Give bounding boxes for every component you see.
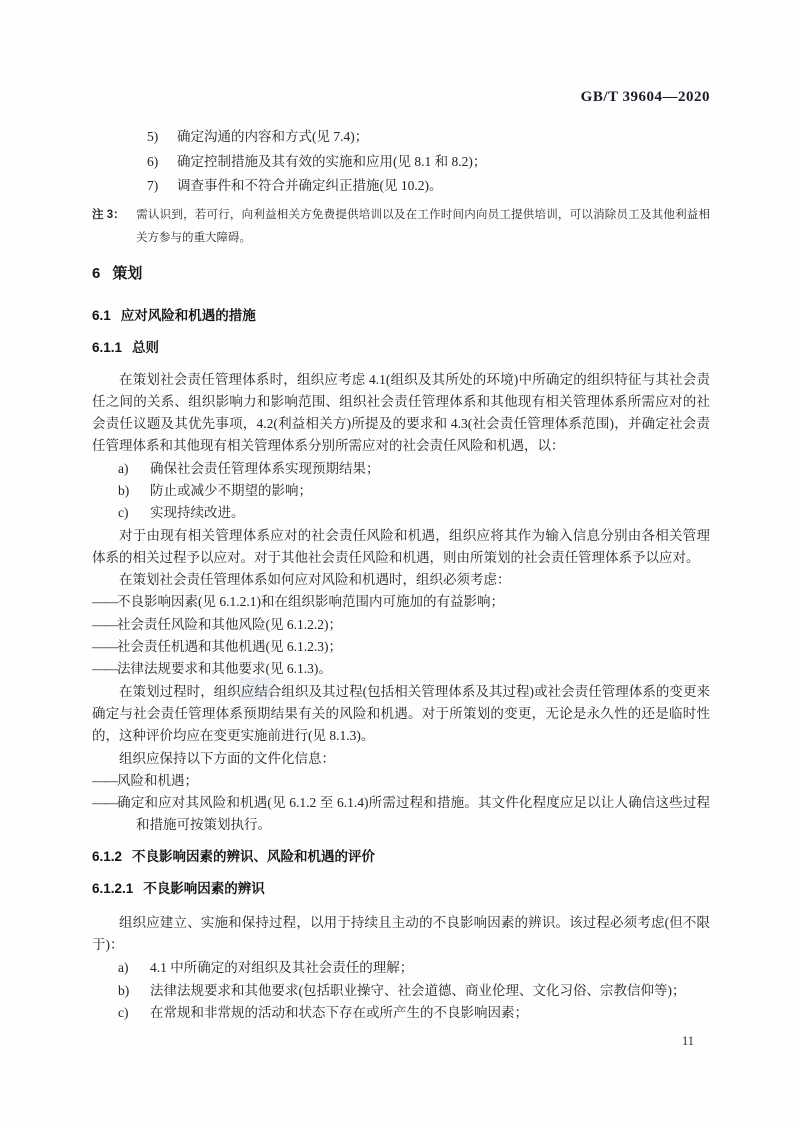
list-item-number: a) <box>118 460 129 476</box>
list-item-text: 确保社会责任管理体系实现预期结果； <box>150 460 380 476</box>
list-item <box>118 502 710 524</box>
list-item-number: 5) <box>147 129 159 144</box>
note-label: 注 3： <box>92 208 125 221</box>
heading-title: 应对风险和机遇的措施 <box>120 307 256 323</box>
section-heading-6 <box>92 264 710 284</box>
list-item <box>118 980 710 1003</box>
dash-bullet: —— <box>92 639 117 655</box>
list-item <box>118 480 710 502</box>
body-flow-2 <box>92 912 710 1025</box>
section-heading-6-1-1 <box>92 338 710 358</box>
dash-bullet: —— <box>92 661 117 677</box>
section-heading-6-1 <box>92 306 710 326</box>
list-item-text: 风险和机遇； <box>117 772 198 788</box>
list-item <box>147 125 710 150</box>
list-item-number: c) <box>118 505 129 521</box>
dash-list-item <box>92 614 710 636</box>
list-item-text: 社会责任风险和其他风险(见 6.1.2.2)； <box>117 616 342 632</box>
list-item <box>118 957 710 980</box>
dash-list-item <box>92 792 710 837</box>
list-item-text: 社会责任机遇和其他机遇(见 6.1.2.3)； <box>117 639 342 655</box>
numbered-list <box>92 125 710 199</box>
list-item-number: 6) <box>147 153 159 169</box>
dash-list-item <box>92 591 710 613</box>
list-item-text: 法律法规要求和其他要求(见 6.1.3)。 <box>117 661 332 677</box>
heading-number: 6 <box>92 264 101 282</box>
list-item-text: 不良影响因素(见 6.1.2.1)和在组织影响范围内可施加的有益影响； <box>117 594 504 610</box>
dash-bullet: —— <box>92 795 117 811</box>
paragraph: 组织应保持以下方面的文件化信息： <box>119 750 335 766</box>
list-item-number: b) <box>118 982 130 998</box>
list-item-text: 确定控制措施及其有效的实施和应用(见 8.1 和 8.2)； <box>177 153 487 169</box>
list-item-text: 在常规和非常规的活动和状态下存在或所产生的不良影响因素； <box>150 1005 528 1021</box>
heading-title: 不良影响因素的辨识、风险和机遇的评价 <box>132 848 376 864</box>
list-item <box>147 150 710 175</box>
heading-number: 6.1.2.1 <box>92 880 134 896</box>
paragraph: 组织应建立、实施和保持过程，以用于持续且主动的不良影响因素的辨识。该过程必须考虑(但不限于)： <box>92 914 710 953</box>
heading-title: 策划 <box>112 264 143 282</box>
paragraph: 对于由现有相关管理体系应对的社会责任风险和机遇，组织应将其作为输入信息分别由各相关管理体系的相关过程予以应对。对于其他社会责任风险和机遇，则由所策划的社会责任管理体系予以应对。 <box>92 527 710 565</box>
dash-list-item <box>92 770 710 792</box>
list-item-text: 法律法规要求和其他要求(包括职业操守、社会道德、商业伦理、文化习俗、宗教信仰等)； <box>150 982 686 998</box>
dash-bullet: —— <box>92 772 117 788</box>
section-heading-6-1-2-1 <box>92 879 710 899</box>
list-item-number: 7) <box>147 178 159 193</box>
dash-list-item <box>92 636 710 658</box>
dash-bullet: —— <box>92 594 117 610</box>
section-heading-6-1-2 <box>92 847 710 867</box>
dash-list-item <box>92 658 710 680</box>
list-item <box>118 458 710 480</box>
list-item-text: 确定沟通的内容和方式(见 7.4)； <box>177 129 369 144</box>
list-item-number: c) <box>118 1005 129 1021</box>
list-item-text: 防止或减少不期望的影响； <box>150 482 312 498</box>
list-item-text: 4.1 中所确定的对组织及其社会责任的理解； <box>150 959 414 975</box>
body-flow <box>92 369 710 837</box>
paragraph: 在策划社会责任管理体系如何应对风险和机遇时，组织必须考虑： <box>119 572 511 588</box>
heading-number: 6.1 <box>92 307 111 323</box>
standard-code: GB/T 39604—2020 <box>580 89 710 105</box>
note-3 <box>92 204 710 250</box>
list-item-number: a) <box>118 959 129 975</box>
heading-number: 6.1.1 <box>92 339 123 355</box>
list-item-text: 实现持续改进。 <box>150 505 245 521</box>
note-text: 需认识到，若可行，向利益相关方免费提供培训以及在工作时间内向员工提供培训，可以消除员工及其他利益相关方参与的重大障碍。 <box>136 208 710 244</box>
paragraph: 在策划社会责任管理体系时，组织应考虑 4.1(组织及其所处的环境)中所确定的组织特征与其社会责任之间的关系、组织影响力和影响范围、组织社会责任管理体系和其他现有相关管理体系所需应对的社会责任议题及其优先事项，4.2(利益相关方)所提及的要求和 4.3(社会责任管理体系范围)，并确定社会责任管理体系和其他现有相关管理体系分别所需应对的社会责任风险和机遇，以： <box>92 371 710 454</box>
list-item-text: 确定和应对其风险和机遇(见 6.1.2 至 6.1.4)所需过程和措施。其文件化程度应足以让人确信这些过程和措施可按策划执行。 <box>117 795 710 833</box>
list-item-text: 调查事件和不符合并确定纠正措施(见 10.2)。 <box>177 178 443 193</box>
list-item <box>147 174 710 199</box>
paragraph: 在策划过程时，组织应结合组织及其过程(包括相关管理体系及其过程)或社会责任管理体系的变更来确定与社会责任管理体系预期结果有关的风险和机遇。对于所策划的变更，无论是永久性的还是临时性的，这种评价均应在变更实施前进行(见 8.1.3)。 <box>92 683 710 744</box>
list-item <box>118 1002 710 1025</box>
heading-number: 6.1.2 <box>92 848 123 864</box>
heading-title: 不良影响因素的辨识 <box>143 880 265 896</box>
page-number: 11 <box>681 1034 694 1048</box>
list-item-number: b) <box>118 482 130 498</box>
heading-title: 总则 <box>132 339 160 355</box>
dash-bullet: —— <box>92 616 117 632</box>
